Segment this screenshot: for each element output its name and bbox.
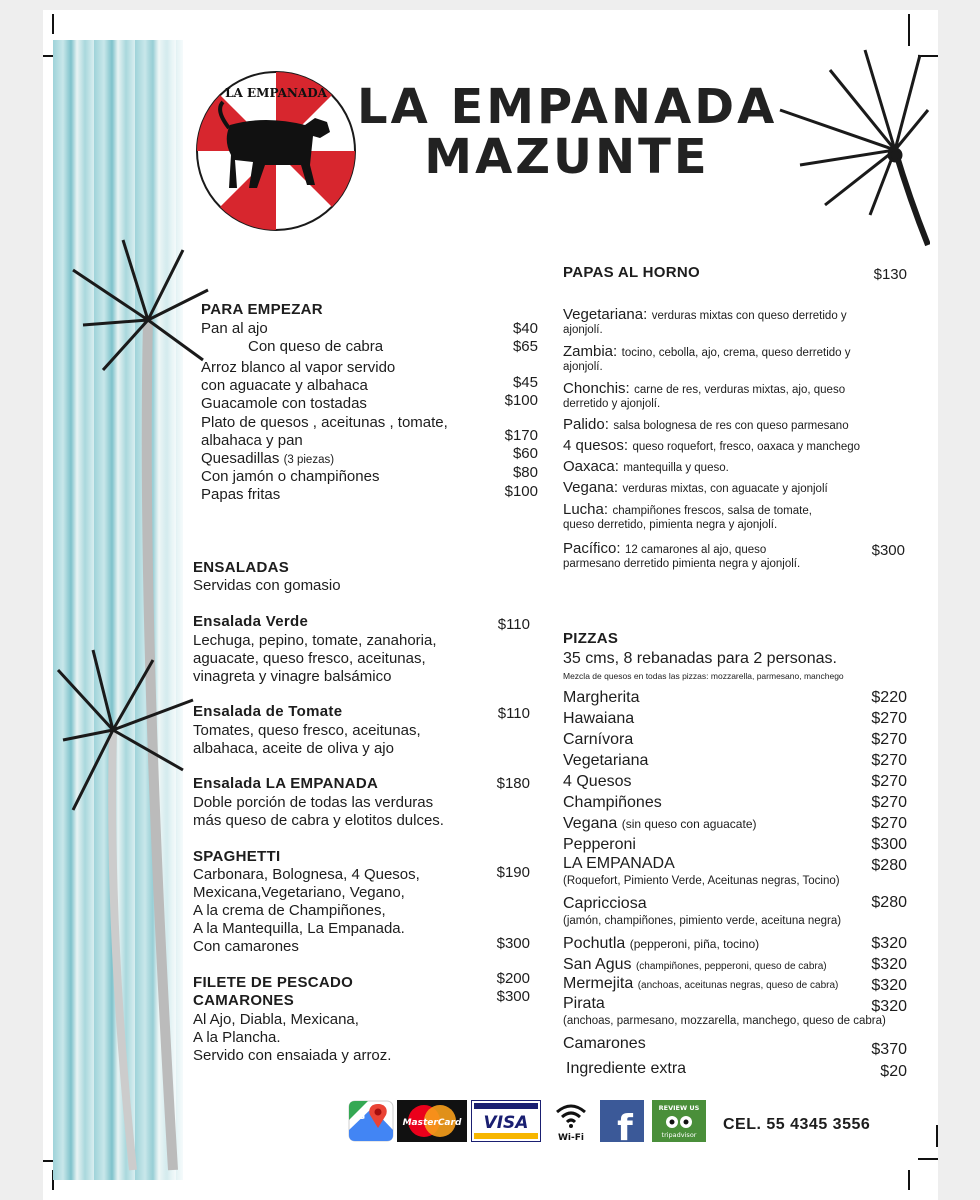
menu-item-desc: verduras mixtas, con aguacate y ajonjolí (622, 483, 828, 495)
pizza-price: $270 (871, 773, 907, 790)
section-heading-filete: FILETE DE PESCADO (193, 974, 354, 991)
pizza-ingredients: (Roquefort, Pimiento Verde, Aceitunas negras, Tocino) (563, 875, 840, 887)
pizza-name: Camarones (563, 1035, 646, 1052)
pizza-price: $320 (871, 956, 907, 973)
pizza-name: Pochutla (563, 935, 626, 952)
menu-item-price: $45 (512, 374, 538, 391)
pizza-price: $280 (871, 894, 907, 911)
google-maps-icon (348, 1100, 394, 1142)
pizza-name: Pirata (563, 995, 605, 1012)
pizza-item (563, 710, 634, 728)
menu-item-price: $300 (496, 988, 530, 1005)
logo-text: LA EMPANADA (225, 86, 327, 100)
menu-item-desc: ajonjolí. (563, 361, 603, 373)
pizza-note: (champiñones, pepperoni, queso de cabra) (635, 961, 827, 972)
palm-tree-icon (770, 40, 930, 250)
pizza-price: $270 (871, 815, 907, 832)
pizza-ingredients: (anchoas, parmesano, mozzarella, manchego, queso de cabra) (563, 1015, 886, 1027)
menu-item-name: Ensalada Verde (193, 613, 309, 630)
menu-item-name: Pacífico: (563, 540, 621, 557)
section-heading-para-empezar: PARA EMPEZAR (201, 301, 323, 318)
menu-item-price: $40 (512, 320, 538, 337)
menu-item-name: Lucha: (563, 501, 609, 518)
menu-item-desc: Lechuga, pepino, tomate, zanahoria, (193, 632, 437, 649)
pizza-name: Pepperoni (563, 836, 636, 853)
visa-icon (471, 1100, 541, 1142)
wifi-label: Wi-Fi (558, 1133, 584, 1142)
menu-item-desc: A la Plancha. (193, 1029, 281, 1046)
menu-item-price: $110 (497, 616, 530, 633)
pizza-item (563, 895, 647, 913)
menu-item-price: $300 (871, 542, 905, 559)
menu-item-desc: Servido con ensaiada y arroz. (193, 1047, 392, 1064)
pizza-item (563, 752, 648, 770)
pizza-price: $320 (871, 935, 907, 952)
pizza-item (563, 794, 662, 812)
menu-item-desc: parmesano derretido pimienta negra y ajonjolí. (563, 558, 801, 570)
menu-item (201, 450, 334, 467)
menu-item-desc: champiñones frescos, salsa de tomate, (612, 505, 812, 517)
palm-tree-icon (53, 230, 213, 1180)
menu-item-desc: 12 camarones al ajo, queso (624, 544, 767, 556)
menu-item-price: $60 (512, 445, 538, 462)
logo-icon (195, 70, 357, 232)
title-line-1: LA EMPANADA (357, 79, 778, 135)
menu-item-name: Quesadillas (201, 450, 280, 467)
crop-mark (52, 14, 54, 34)
pizza-price: $270 (871, 794, 907, 811)
menu-item-desc: Tomates, queso fresco, aceitunas, (193, 722, 421, 739)
menu-item-name: Ensalada de Tomate (193, 703, 343, 720)
pizza-price: $320 (871, 998, 907, 1015)
crop-mark (918, 1158, 938, 1160)
menu-item-price: $190 (496, 864, 530, 881)
pizza-price: $20 (880, 1063, 907, 1080)
menu-item-price: $180 (496, 775, 530, 792)
menu-item (563, 380, 845, 398)
section-note: Mezcla de quesos en todas las pizzas: mozzarella, parmesano, manchego (563, 671, 844, 681)
tripadvisor-line2: tripadvisor (661, 1131, 697, 1139)
pizza-name: Vegetariana (563, 752, 649, 769)
menu-item-desc: albahaca, aceite de oliva y ajo (193, 740, 394, 757)
menu-item-desc: carne de res, verduras mixtas, ajo, queso (634, 384, 846, 396)
menu-item-desc: queso roquefort, fresco, oaxaca y manchego (632, 441, 861, 453)
title-line-2: MAZUNTE (424, 129, 710, 185)
menu-item-desc: Doble porción de todas las verduras (193, 794, 434, 811)
pizza-name: Mermejita (563, 975, 634, 992)
pizza-name: Carnívora (563, 731, 634, 748)
pizza-item (563, 995, 605, 1013)
menu-item-price: $100 (504, 483, 538, 500)
pizza-item (563, 836, 636, 854)
tripadvisor-icon (652, 1100, 706, 1142)
menu-item: con aguacate y albahaca (201, 377, 368, 394)
menu-item-desc: mantequilla y queso. (623, 462, 729, 474)
menu-item-desc: ajonjolí. (563, 324, 603, 336)
pizza-item (563, 956, 827, 974)
section-heading-spaghetti: SPAGHETTI (193, 848, 281, 865)
pizza-name: 4 Quesos (563, 773, 632, 790)
visa-label: VISA (483, 1113, 529, 1133)
menu-item-price: $65 (512, 338, 538, 355)
pizza-ingredients: (jamón, champiñones, pimiento verde, aceituna negra) (563, 915, 842, 927)
pizza-name: LA EMPANADA (563, 855, 675, 872)
pizza-item (563, 815, 757, 833)
crop-mark (908, 1170, 910, 1190)
svg-text:G: G (357, 1111, 366, 1122)
menu-item: Pan al ajo (201, 320, 268, 337)
menu-item-desc: aguacate, queso fresco, aceitunas, (193, 650, 426, 667)
section-heading-ensaladas: ENSALADAS (193, 559, 290, 576)
wifi-icon (551, 1100, 591, 1142)
menu-item: Guacamole con tostadas (201, 395, 367, 412)
section-heading-papas: PAPAS AL HORNO (563, 264, 700, 281)
pizza-price: $300 (871, 836, 907, 853)
menu-item-desc: más queso de cabra y elotitos dulces. (193, 812, 444, 829)
facebook-label: f (617, 1108, 633, 1142)
pizza-price: $370 (871, 1041, 907, 1058)
menu-item-desc: Con camarones (193, 938, 299, 955)
pizza-price: $270 (871, 752, 907, 769)
section-subtitle: Servidas con gomasio (193, 577, 341, 594)
tripadvisor-line1: REVIEW US (658, 1104, 700, 1112)
pizza-item (563, 855, 675, 873)
section-heading-pizzas: PIZZAS (563, 630, 619, 647)
menu-item (563, 540, 766, 558)
pizza-name: Ingrediente extra (566, 1060, 687, 1077)
menu-item-name: Ensalada LA EMPANADA (193, 775, 379, 792)
pizza-note: (anchoas, aceitunas negras, queso de cabra) (637, 980, 839, 991)
menu-item-note: (3 piezas) (283, 454, 335, 466)
pizza-price: $280 (871, 857, 907, 874)
pizza-note: (pepperoni, piña, tocino) (629, 937, 760, 951)
pizza-item (563, 731, 633, 749)
pizza-item (563, 935, 759, 953)
pizza-name: Capricciosa (563, 895, 647, 912)
menu-item (563, 458, 729, 476)
pizza-item (563, 689, 639, 707)
menu-item-price: $110 (497, 705, 530, 722)
phone-number: CEL. 55 4345 3556 (723, 1116, 871, 1133)
menu-item-desc: Carbonara, Bolognesa, 4 Quesos, (193, 866, 420, 883)
pizza-name: Champiñones (563, 794, 662, 811)
pizza-item (563, 773, 631, 791)
crop-mark (936, 1125, 938, 1147)
pizza-name: Hawaiana (563, 710, 635, 727)
menu-item-price: $80 (512, 464, 538, 481)
menu-item: albahaca y pan (201, 432, 303, 449)
menu-item-desc: A la crema de Champiñones, (193, 902, 386, 919)
menu-item (563, 437, 860, 455)
menu-item-name: Vegetariana: (563, 306, 648, 323)
menu-item (563, 306, 847, 324)
pizza-price: $320 (871, 977, 907, 994)
menu-item (563, 501, 812, 519)
mastercard-label: MasterCard (402, 1118, 462, 1128)
page-title (357, 79, 778, 185)
menu-item: Con jamón o champiñones (201, 468, 380, 485)
menu-item-desc: salsa bolognesa de res con queso parmesano (613, 420, 849, 432)
menu-item-name: Chonchis: (563, 380, 630, 397)
menu-item-desc: Al Ajo, Diabla, Mexicana, (193, 1011, 359, 1028)
facebook-icon (600, 1100, 644, 1142)
menu-item-price: $170 (504, 427, 538, 444)
pizza-name: Vegana (563, 815, 618, 832)
menu-item-desc: A la Mantequilla, La Empanada. (193, 920, 405, 937)
mastercard-icon (397, 1100, 467, 1142)
pizza-price: $270 (871, 731, 907, 748)
pizza-name: San Agus (563, 956, 632, 973)
menu-item-price: $130 (873, 266, 907, 283)
pizza-price: $270 (871, 710, 907, 727)
menu-item (563, 479, 828, 497)
pizza-item (563, 1035, 646, 1053)
pizza-note: (sin queso con aguacate) (621, 817, 757, 831)
menu-item-desc: tocino, cebolla, ajo, crema, queso derretido y (621, 347, 851, 359)
menu-item-name: Palido: (563, 416, 609, 433)
menu-item-desc: Mexicana,Vegetariano, Vegano, (193, 884, 405, 901)
menu-item-price: $300 (496, 935, 530, 952)
section-heading-camarones: CAMARONES (193, 992, 295, 1009)
menu-item (563, 416, 849, 434)
menu-item-name: Zambia: (563, 343, 618, 360)
menu-item: Plato de quesos , aceitunas , tomate, (201, 414, 448, 431)
menu-item-name: 4 quesos: (563, 437, 629, 454)
menu-item: Arroz blanco al vapor servido (201, 359, 396, 376)
menu-item-price: $200 (496, 970, 530, 987)
menu-item-price: $100 (504, 392, 538, 409)
menu-item-desc: verduras mixtas con queso derretido y (651, 310, 847, 322)
menu-item-desc: vinagreta y vinagre balsámico (193, 668, 392, 685)
menu-item-name: Vegana: (563, 479, 619, 496)
menu-item-name: Oaxaca: (563, 458, 619, 475)
menu-item-desc: queso derretido, pimienta negra y ajonjolí. (563, 519, 778, 531)
pizza-price: $220 (871, 689, 907, 706)
pizza-item (566, 1060, 686, 1078)
menu-item (563, 343, 851, 361)
menu-item: Papas fritas (201, 486, 281, 503)
pizza-item (563, 975, 838, 993)
pizza-name: Margherita (563, 689, 640, 706)
menu-item-desc: derretido y ajonjolí. (563, 398, 661, 410)
section-subtitle: 35 cms, 8 rebanadas para 2 personas. (563, 650, 837, 667)
menu-item: Con queso de cabra (248, 338, 384, 355)
